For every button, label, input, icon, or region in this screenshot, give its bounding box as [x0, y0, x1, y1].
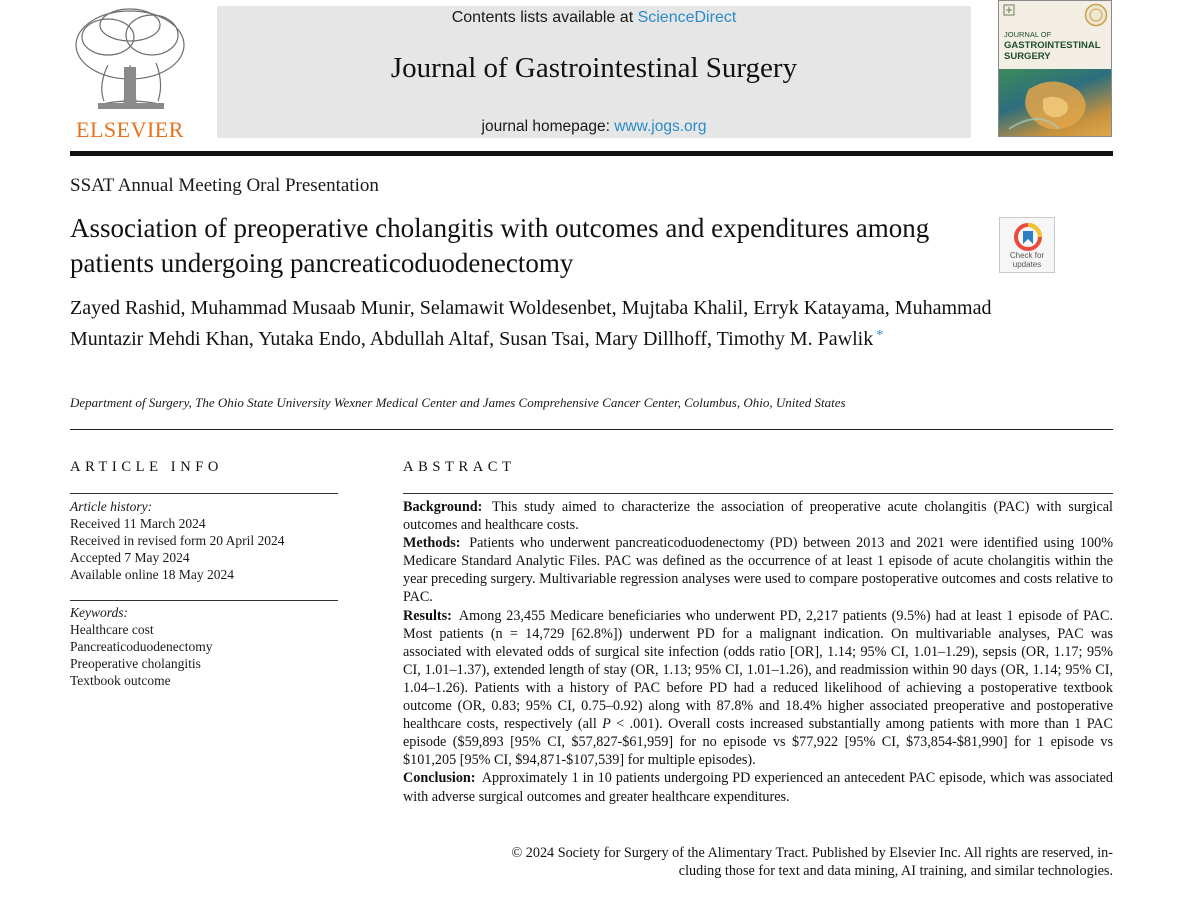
conclusion-text: Approximately 1 in 10 patients undergoing PD experienced an antecedent PAC episode, which was associated with adverse surgical outcomes and greater healthcare expenditures. [403, 770, 1114, 805]
journal-header-box [217, 6, 971, 138]
copyright [403, 844, 1113, 880]
check-updates-label: Check for updates [1009, 251, 1045, 269]
history-item: Available online 18 May 2024 [70, 567, 234, 582]
history-item: Received 11 March 2024 [70, 516, 206, 531]
history-label: Article history: [70, 499, 153, 514]
copyright-line-1: © 2024 Society for Surgery of the Alimentary Tract. Published by Elsevier Inc. All rights are reserved, in- [511, 845, 1113, 861]
affiliation: Department of Surgery, The Ohio State University Wexner Medical Center and James Comprehensive Cancer Center, Columbus, Ohio, United States [70, 395, 846, 410]
author-list [70, 295, 1030, 353]
article-category: SSAT Annual Meeting Oral Presentation [70, 175, 379, 196]
cover-title-line2: SURGERY [1004, 51, 1051, 62]
keywords [70, 604, 338, 689]
ssat-seal-icon [1083, 3, 1109, 27]
affiliation-rule [70, 429, 1113, 430]
results-text-2: < .001). Overall costs increased substantially among patients with more than 1 PAC episode ($59,893 [95% CI, $57,827-$61,959] for no episode vs $77,922 [95% CI, $73,854-$81,990] for 1 episode vs $101,205 [95% CI, $94,871-$107,539] for multiple episodes). [403, 716, 1113, 769]
contents-line [217, 9, 971, 27]
keywords-rule [70, 600, 338, 601]
check-for-updates-button[interactable] [999, 217, 1055, 273]
abstract-methods [403, 534, 1113, 606]
header-rule [70, 151, 1113, 156]
abstract-conclusion [403, 769, 1113, 805]
corresponding-author-link[interactable]: * [876, 328, 884, 343]
contents-prefix: Contents lists available at [451, 9, 638, 26]
background-text: This study aimed to characterize the association of preoperative acute cholangitis (PAC) with surgical outcomes and healthcare costs. [403, 499, 1113, 534]
authors-text: Zayed Rashid, Muhammad Musaab Munir, Selamawit Woldesenbet, Mujtaba Khalil, Erryk Katayama, Muhammad Muntazir Mehdi Khan, Yutaka Endo, Abdullah Altaf, Susan Tsai, Mary Dillhoff, Timothy M. Pawlik [70, 297, 992, 350]
homepage-prefix: journal homepage: [481, 118, 615, 135]
homepage-line [217, 118, 971, 136]
keyword-item: Preoperative cholangitis [70, 656, 201, 671]
publisher-wordmark: ELSEVIER [76, 117, 184, 142]
cover-artwork [999, 69, 1112, 137]
sciencedirect-link[interactable]: ScienceDirect [637, 9, 737, 26]
article-history [70, 498, 338, 583]
article-title: Association of preoperative cholangitis with outcomes and expenditures among patients undergoing pancreaticoduodenectomy [70, 213, 930, 278]
methods-label: Methods: [403, 535, 461, 552]
cover-title [1004, 29, 1108, 62]
copyright-line-2: cluding those for text and data mining, AI training, and similar technologies. [678, 863, 1113, 880]
results-text: Among 23,455 Medicare beneficiaries who underwent PD, 2,217 patients (9.5%) had at least 1 episode of PAC. Most patients (n = 14,729 [62.8%]) underwent PD for a malignant indication. On multivariable analyses, PAC was associated with elevated odds of surgical site infection (odds ratio [OR], 1.14; 95% CI, 1.01–1.29), sepsis (OR, 1.17; 95% CI, 1.01–1.37), extended length of stay (OR, 1.13; 95% CI, 1.01–1.26), and readmission within 90 days (OR, 1.14; 95% CI, 1.04–1.26). Patients with a history of PAC before PD had a reduced likelihood of achieving a postoperative textbook outcome (OR, 0.83; 95% CI, 0.75–0.92) along with 87.8% and 18.4% higher associated preoperative and postoperative healthcare costs, respectively (all [403, 607, 1113, 733]
cover-publisher-icon [1003, 4, 1015, 16]
elsevier-tree-icon [68, 5, 192, 117]
keyword-item: Textbook outcome [70, 673, 171, 688]
article-info-heading: ARTICLE INFO [70, 459, 224, 475]
abstract-body [403, 498, 1113, 806]
keyword-item: Healthcare cost [70, 622, 154, 637]
check-updates-icon [1013, 222, 1043, 252]
journal-title: Journal of Gastrointestinal Surgery [390, 52, 798, 84]
journal-homepage-link[interactable]: www.jogs.org [614, 118, 707, 135]
keyword-item: Pancreaticoduodenectomy [70, 639, 213, 654]
methods-text: Patients who underwent pancreaticoduodenectomy (PD) between 2013 and 2021 were identified using 100% Medicare Standard Analytic Files. PAC was defined as the occurrence of at least 1 episode of acute cholangitis within the year preceding surgery. Multivariable regression analyses were used to compare postoperative outcomes and costs relative to PAC. [403, 535, 1114, 606]
history-item: Accepted 7 May 2024 [70, 550, 190, 565]
abstract-results [403, 607, 1113, 770]
cover-title-small: JOURNAL OF [1004, 30, 1052, 39]
abstract-heading: ABSTRACT [403, 459, 516, 475]
history-item: Received in revised form 20 April 2024 [70, 533, 285, 548]
elsevier-logo[interactable] [68, 5, 192, 140]
results-label: Results: [403, 607, 452, 624]
journal-cover-thumbnail[interactable] [998, 0, 1112, 137]
abstract-rule [403, 493, 1113, 494]
article-info-rule [70, 493, 338, 494]
conclusion-label: Conclusion: [403, 770, 476, 787]
results-p-symbol: P [602, 716, 611, 733]
background-label: Background: [403, 499, 483, 515]
keywords-label: Keywords: [70, 605, 128, 620]
abstract-background [403, 498, 1113, 534]
cover-title-line1: GASTROINTESTINAL [1004, 40, 1101, 51]
digestive-system-icon [999, 69, 1112, 137]
